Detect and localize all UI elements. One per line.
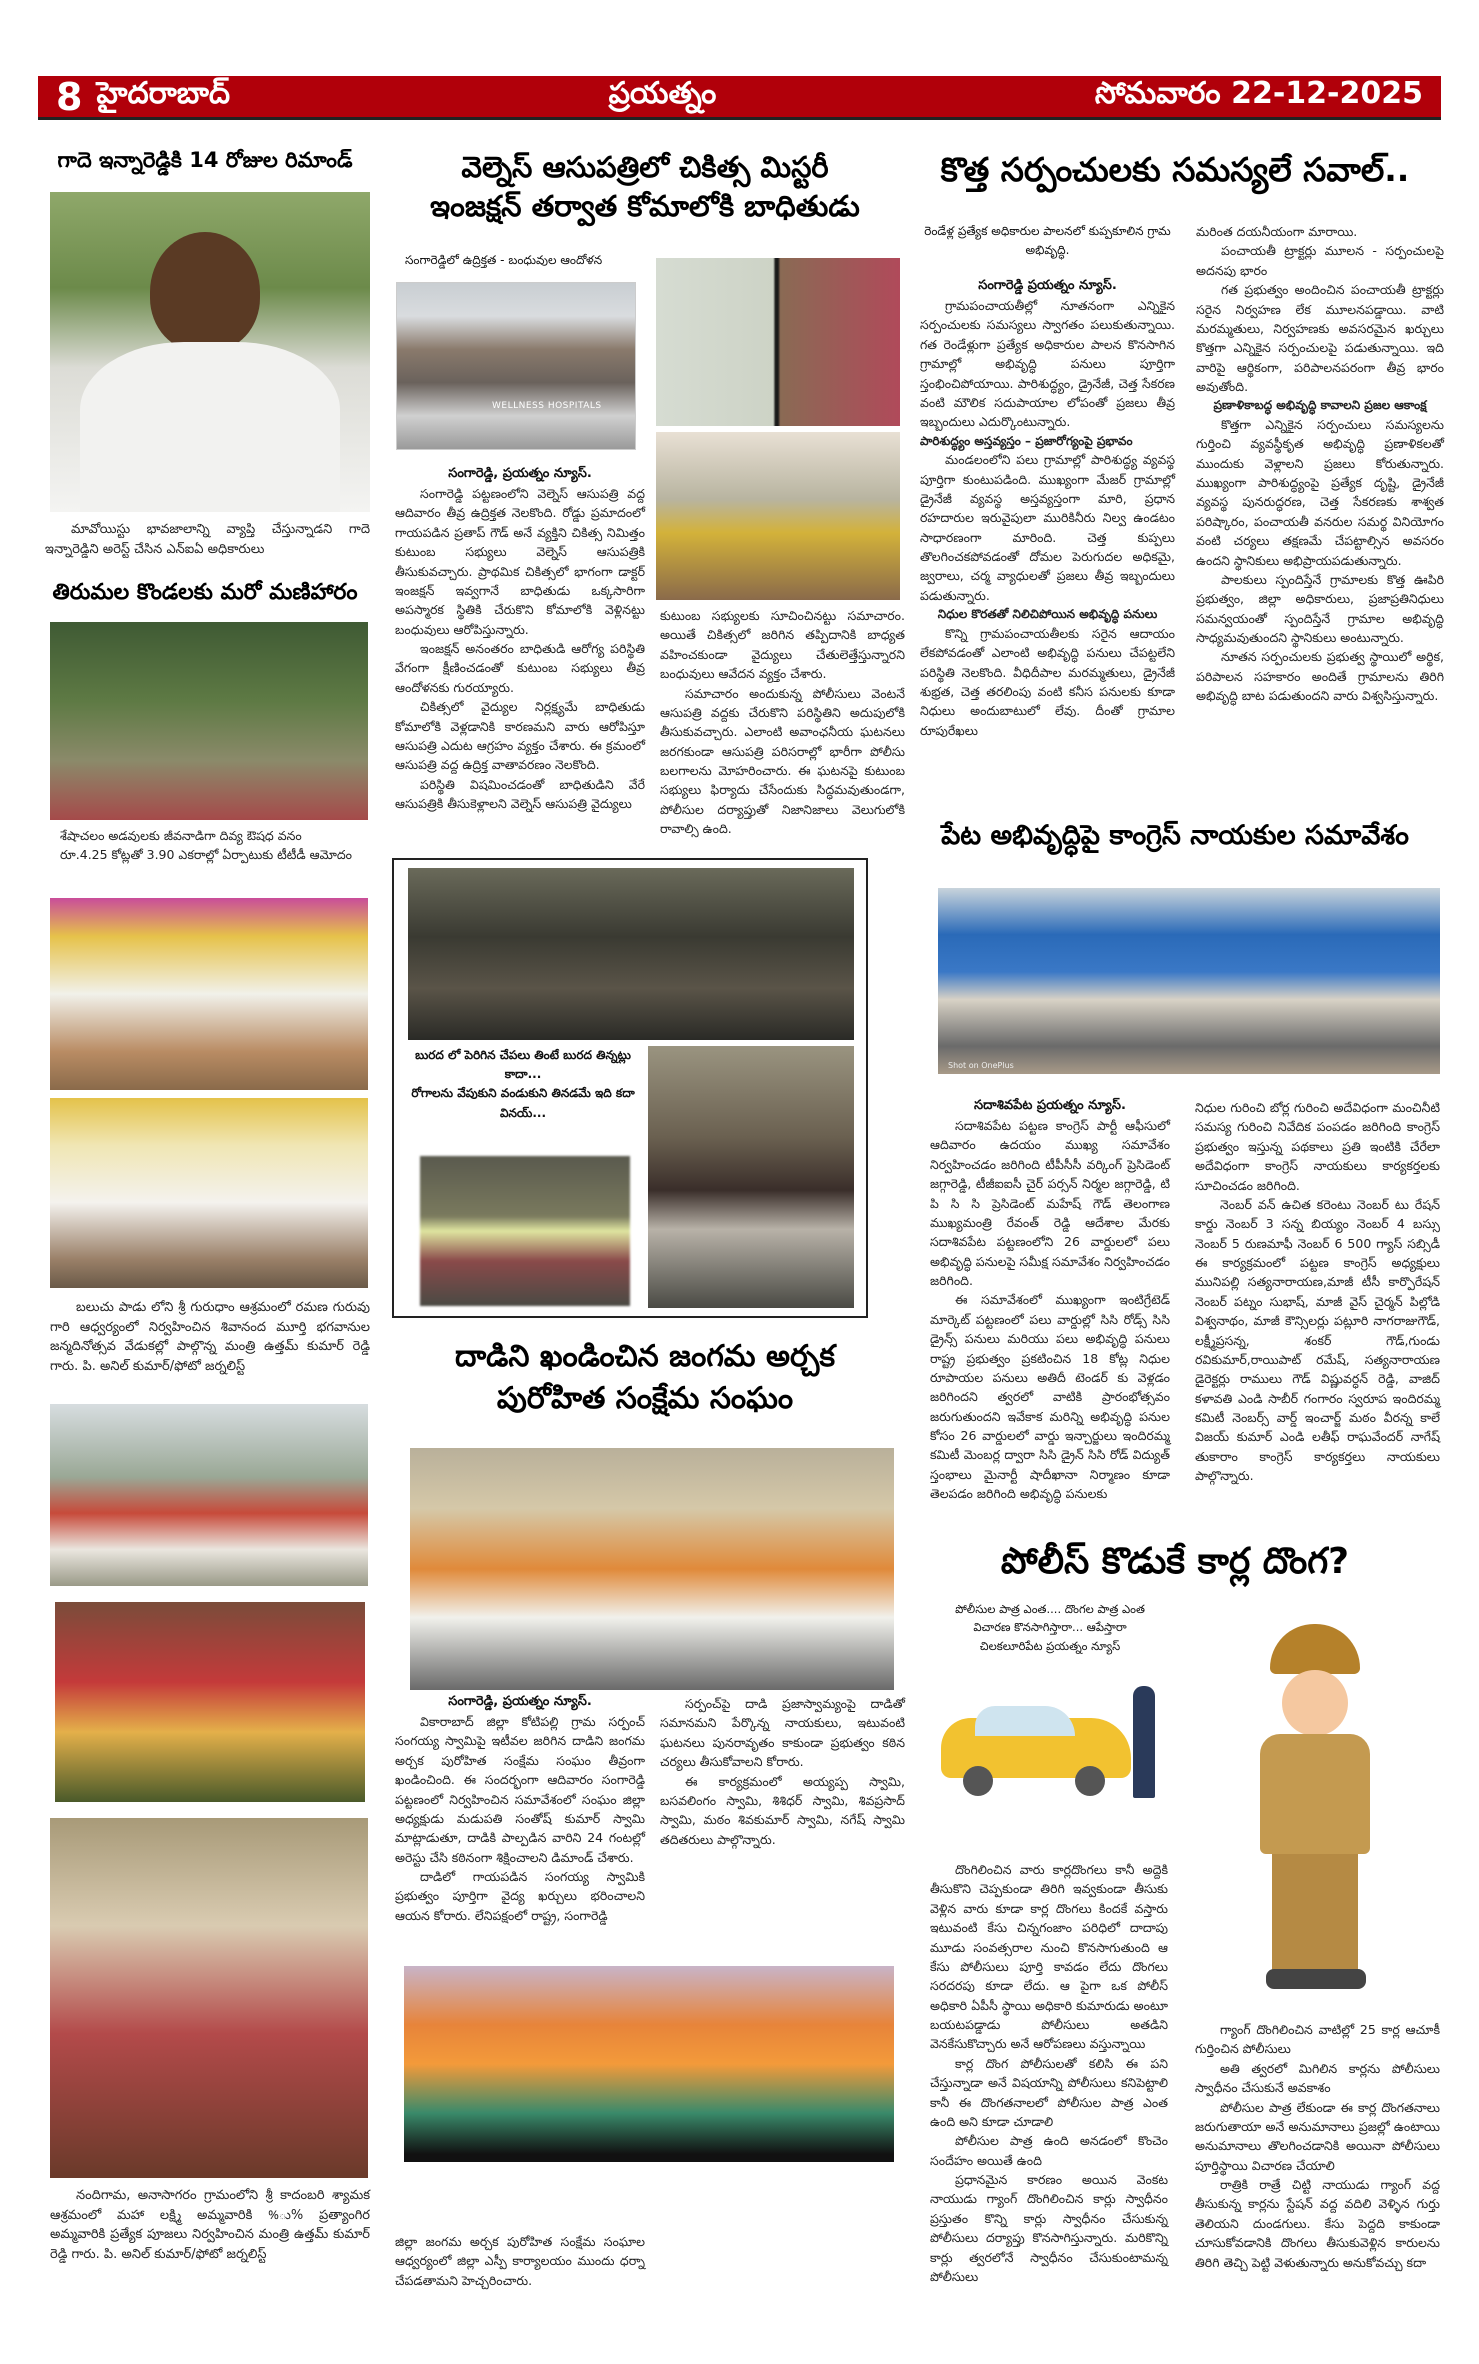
fish-caption-line2: రోగాలను వేపుకుని వండుకుని తినడమే ఇది కదా వినయ్... xyxy=(411,1086,635,1120)
body-jangama-closing xyxy=(395,2232,645,2290)
caption-tirumala xyxy=(60,826,380,865)
paragraph: దాడిలో గాయపడిన సంగయ్య స్వామికి ప్రభుత్వం పూర్తిగా వైద్య ఖర్చులు భరించాలని ఆయన కోరారు. లేనిపక్షంలో రాష్ట్ర, సంగారెడ్డి xyxy=(395,1869,645,1923)
thief-figure-shape xyxy=(1133,1686,1155,1798)
paragraph: పోలీసుల పాత్ర లేకుండా ఈ కార్ల దొంగతనాలు జరుగుతాయా అనే అనుమానాలు ప్రజల్లో ఉంటాయి అనుమానాలు తొలగించడానికి అయినా పోలీసులు పూర్తిస్థాయి విచారణ చేయాలి xyxy=(1195,2099,1440,2173)
paragraph: ఇంజక్షన్ అనంతరం బాధితుడి ఆరోగ్య పరిస్థితి వేగంగా క్షీణించడంతో కుటుంబ సభ్యులు తీవ్ర ఆందోళనకు గురయ్యారు. xyxy=(395,641,645,695)
photo-minister-puja xyxy=(50,1818,368,2178)
illustration-policeman xyxy=(1190,1614,1440,1994)
body-jangama-left xyxy=(395,1712,645,1925)
headline-wellness xyxy=(390,148,900,226)
paragraph: కుటుంబ సభ్యులకు సూచించినట్టు సమాచారం. అయితే చికిత్సలో జరిగిన తప్పిదానికి బాధ్యత వహించకుండా వైద్యులు చేతులెత్తేస్తున్నారని బంధువులు ఆవేదన వ్యక్తం చేశారు. xyxy=(660,608,905,682)
headline-remand: గాదె ఇన్నారెడ్డికి 14 రోజుల రిమాండ్ xyxy=(57,148,353,172)
hospital-sign: WELLNESS HOSPITALS xyxy=(492,401,602,411)
car-window-shape xyxy=(975,1706,1075,1736)
subhead-police-line2: విచారణ కొనసాగిస్తారా... ఆపేస్తారా xyxy=(973,1620,1127,1635)
body-sarpanch-left xyxy=(920,296,1175,740)
body-police-right xyxy=(1195,2020,1440,2272)
body-congress-left xyxy=(930,1116,1170,1504)
paragraph: నిధుల గురించి బోర్ల గురించి అదేవిధంగా మంచినీటి సమస్య గురించి నివేదిక పంపడం జరిగింది కాంగ్రెస్ ప్రభుత్వం ఇస్తున్న పథకాలు ప్రతి ఇంటికి చేరేలా అదేవిధంగా కాంగ్రెస్ నాయకులు కార్యకర్తలకు సూచించడం జరిగింది. xyxy=(1195,1100,1440,1193)
paragraph: ఈ సమావేశంలో ముఖ్యంగా ఇంటిగ్రేటెడ్ మార్కెట్ పట్టణంలో పలు వార్డుల్లో సిసి రోడ్స్ సిసి డ్రైన్స్ పనులు మరియు పలు అభివృద్ధి పనులు రాష్ట్ర ప్రభుత్వం ప్రకటించిన 18 కోట్ల నిధుల రూపాయల పనులు అతిదీ టెండర్ కు వెళ్లడం జరిగిందని త్వరలో వాటికి ప్రారంభోత్సవం జరుగుతుందని ఇవేకాక మరిన్ని అభివృద్ధి పనుల కోసం 26 వార్డులలో వార్డు ఇన్చార్జులు ఇందిరమ్మ కమిటీ మెంబర్ల ద్వారా సిసి డ్రైన్ సిసి రోడ్ విద్యుత్ స్తంభాలు మైనార్టీ షాదీఖానా నిర్మాణం కూడా తెలపడం జరిగింది అభివృద్ధి పనులకు xyxy=(930,1292,1170,1502)
paragraph: గ్రామపంచాయతీల్లో నూతనంగా ఎన్నికైన సర్పంచులకు సమస్యలు స్వాగతం పలుకుతున్నాయి. గత రెండేళ్లుగా ప్రత్యేక అధికారుల పాలన కొనసాగిన గ్రామాల్లో అభివృద్ధి పనులు పూర్తిగా స్తంభించిపోయాయి. పారిశుద్ధ్యం, డ్రైనేజీ, చెత్త సేకరణ వంటి మౌలిక సదుపాయాల లోపంతో ప్రజలు తీవ్ర ఇబ్బందులు ఎదుర్కొంటున్నారు. xyxy=(920,298,1175,430)
photo-relatives-protest xyxy=(656,258,900,426)
body-congress-right xyxy=(1195,1098,1440,1486)
illustration-car-thief xyxy=(935,1686,1163,1806)
photo-procession xyxy=(50,1404,368,1586)
masthead-left xyxy=(56,75,230,119)
headline-jangama-line2: పురోహిత సంక్షేమ సంఘం xyxy=(496,1381,794,1416)
photo-hospital-building xyxy=(396,282,636,450)
byline-jangama: సంగారెడ్డి, ప్రయత్నం న్యూస్. xyxy=(448,1694,592,1709)
paragraph: సదాశివపేట పట్టణ కాంగ్రెస్ పార్టీ ఆఫీసులో ఆదివారం ఉదయం ముఖ్య సమావేశం నిర్వహించడం జరిగింది టీపీసీసీ వర్కింగ్ ప్రెసిడెంట్ జగ్గారెడ్డి, టీజీఐఐసీ చైర్ పర్సన్ నిర్మల జగ్గారెడ్డి, టి పి సి సి ప్రెసిడెంట్ మహేష్ గౌడ్ తెలంగాణ ముఖ్యమంత్రి రేవంత్ రెడ్డి ఆదేశాల మేరకు సదాశివపేట పట్టణంలోని 26 వార్డులలో పలు అభివృద్ధి పనులపై సమీక్ష సమావేశం నిర్వహించడం జరిగింది. xyxy=(930,1118,1170,1288)
caption-nandigama: నందిగామ, అనాసాగరం గ్రామంలోని శ్రీ కాదంబరి శ్యామక ఆశ్రమంలో మహా లక్ష్మి అమ్మవారికి %ు% ప్రత్యాంగిర అమ్మవారికి ప్రత్యేక పూజలు నిర్వహించిన మంత్రి ఉత్తమ్ కుమార్ రెడ్డి గారు. పి. అనిల్ కుమార్/ఫోటో జర్నలిస్ట్ xyxy=(50,2188,370,2262)
paragraph: ప్రధానమైన కారణం అయిన వెంకట నాయుడు గ్యాంగ్ దొంగిలించిన కార్లు స్వాధీనం ప్రస్తుతం కొన్ని కార్లు స్వాధీనం చేసుకున్న పోలీసులు దర్యాప్తు కొనసాగిస్తున్నారు. మరికొన్ని కార్లు త్వరలోనే స్వాధీనం చేసుకుంటామన్న పోలీసులు xyxy=(930,2172,1168,2284)
fish-caption-line1: బురద లో పెరిగిన చేపలు తింటే బురద తిన్నట్లు కాదా... xyxy=(415,1048,631,1082)
body-wellness-right xyxy=(660,606,905,839)
paragraph: నూతన సర్పంచులకు ప్రభుత్వ స్థాయిలో అర్థిక, పరిపాలన సహకారం అందితే గ్రామాలను తిరిగి అభివృద్ధి బాట పడుతుందని వారు విశ్వసిస్తున్నారు. xyxy=(1196,649,1444,704)
paragraph: పరిస్థితి విషమించడంతో బాధితుడిని వేరే ఆసుపత్రికి తీసుకెళ్లాలని వెల్నెస్ ఆసుపత్రి వైద్యులు xyxy=(395,776,645,811)
police-trousers-shape xyxy=(1272,1854,1358,1974)
headline-wellness-line2: ఇంజక్షన్ తర్వాత కోమాలోకి బాధితుడు xyxy=(430,189,860,224)
paragraph: జిల్లా జంగమ అర్చక పురోహిత సంక్షేమ సంఘాల ఆధ్వర్యంలో జిల్లా ఎస్పీ కార్యాలయం ముందు ధర్నా చేపడతామని హెచ్చరించారు. xyxy=(395,2234,645,2288)
paragraph: మండలంలోని పలు గ్రామాల్లో పారిశుద్ధ్య వ్యవస్థ పూర్తిగా కుంటుపడింది. ముఖ్యంగా మేజర్ గ్రామాల్లో డ్రైనేజీ వ్యవస్థ అస్తవ్యస్తంగా మారి, ప్రధాన రహదారుల ఇరువైపులా మురికినీరు నిల్వ ఉండటం సాధారణంగా మారింది. చెత్త కుప్పలు తొలగించకపోవడంతో దోమల పెరుగుదల అధికమై, జ్వరాలు, చర్మ వ్యాధులతో ప్రజలు తీవ్ర ఇబ్బందులు పడుతున్నారు. xyxy=(920,452,1175,603)
police-cap-shape xyxy=(1270,1624,1360,1674)
paragraph: నెంబర్ వన్ ఉచిత కరెంటు నెంబర్ టు రేషన్ కార్డు నెంబర్ 3 సన్న బియ్యం నెంబర్ 4 బస్సు నెంబర్ 5 రుణమాఫీ నెంబర్ 6 500 గ్యాస్ సబ్సిడీ ఈ కార్యక్రమంలో పట్టణ కాంగ్రెస్ అధ్యక్షులు మునిపల్లి సత్యనారాయణ,మాజీ టీసీ కార్పొరేషన్ నెంబర్ పట్నం సుభాష్, మాజీ వైస్ చైర్మన్ పిల్లోడి విశ్వనాథం, మాజీ కౌన్సిలర్లు పట్లూరి నాగరాజుగౌడ్, లక్ష్మీప్రసన్న, శంకర్ గౌడ్,గుండు రవికుమార్,రాయిపాట్ రమేష్, సత్యనారాయణ డైరెక్టర్లు రాములు గౌడ్ విష్ణువర్ధన్ రెడ్డి, వాజిద్ కళావతి ఎండి సాబీర్ గంగారం స్వరూప ఇందిరమ్మ కమిటీ నెంబర్స్ వార్డ్ ఇంచార్జ్ మఠం వీరన్న కాలే విజయ్ కుమార్ ఎండి లతీఫ్ రాఘవేందర్ నాగేష్ తుకారాం కాంగ్రెస్ కార్యకర్తలు నాయకులు పాల్గొన్నారు. xyxy=(1195,1196,1440,1484)
headline-police: పోలీస్ కొడుకే కార్ల దొంగ? xyxy=(1000,1541,1350,1582)
headline-sarpanch: కొత్త సర్పంచులకు సమస్యలే సవాల్.. xyxy=(940,150,1410,189)
caption-remand: మావోయిస్టు భావజాలాన్ని వ్యాప్తి చేస్తున్నాడని గాదె ఇన్నారెడ్డిని అరెస్ట్ చేసిన ఎన్ఐఏ అధికారులు xyxy=(45,522,370,557)
police-face-shape xyxy=(1282,1670,1348,1736)
paragraph: దొంగిలించిన వారు కార్లదొంగలు కానీ అద్దెకి తీసుకొని చెప్పకుండా తిరిగి ఇవ్వకుండా తీసుకు వెళ్లిన వారు కూడా కార్ల దొంగలు కిందకే వస్తారు ఇటువంటి కేసు చిన్నగంజాం పరిధిలో దాదాపు మూడు సంవత్సరాల నుంచి కొనసాగుతుంది ఆ కేసు పోలీసులు పూర్తి కావడం లేదు దొంగలు సరదరపు కూడా లేదు. ఆ పైగా ఒక పోలీస్ అధికారి ఏపీసీ స్థాయి అధికారి కుమారుడు అంటూ బయటపడ్డాడు పోలీసులు అతడిని వెనకేసుకొచ్చారు అనే ఆరోపణలు వస్తున్నాయి xyxy=(930,1862,1168,2052)
photo-fishing-boy xyxy=(648,1046,854,1308)
section-name: హైదరాబాద్ xyxy=(96,75,231,111)
photo-jangama-meeting xyxy=(404,1966,894,2162)
photo-portrait xyxy=(50,192,370,512)
subhead: పారిశుద్ధ్యం అస్తవ్యస్తం – ప్రజారోగ్యంపై ప్రభావం xyxy=(920,433,1133,448)
paragraph: గ్యాంగ్ దొంగిలించిన వాటిల్లో 25 కార్ల ఆచూకీ గుర్తించిన పోలీసులు xyxy=(1195,2022,1440,2057)
paragraph: ఈ కార్యక్రమంలో అయ్యప్ప స్వామి, బసవలింగం స్వామి, శిశిధర్ స్వామి, శివప్రసాద్ స్వామి, మఠం శివకుమార్ స్వామి, నగేష్ స్వామి తదితరులు పాల్గొన్నారు. xyxy=(660,1773,905,1847)
dateline-police: చిలకలూరిపేట ప్రయత్నం న్యూస్ xyxy=(979,1638,1121,1653)
body-jangama-right xyxy=(660,1694,905,1849)
paragraph: గత ప్రభుత్వం అందించిన పంచాయతీ ట్రాక్టర్లు సరైన నిర్వహణ లేక మూలనపడ్డాయి. వాటి మరమ్మతులు, నిర్వహణకు అవసరమైన ఖర్చులు కొత్తగా ఎన్నికైన సర్పంచులపై పడుతున్నాయి. ఇది వారిపై ఆర్థికంగా, పరిపాలనపరంగా తీవ్ర భారం అవుతోంది. xyxy=(1196,282,1444,394)
paper-name: ప్రయత్నం xyxy=(608,75,717,111)
paragraph: అతి త్వరలో మిగిలిన కార్లను పోలీసులు స్వాధీనం చేసుకునే అవకాశం xyxy=(1195,2060,1440,2096)
subhead-police xyxy=(930,1600,1170,1655)
byline-sarpanch: సంగారెడ్డి ప్రయత్నం న్యూస్. xyxy=(978,278,1117,293)
photo-watermark: Shot on OnePlus xyxy=(948,1061,1014,1070)
paragraph: సర్పంచ్‌పై దాడి ప్రజాస్వామ్యంపై దాడితో సమానమని పేర్కొన్న నాయకులు, ఇటువంటి ఘటనలు పునరావృతం కాకుండా ప్రభుత్వం కఠిన చర్యలు తీసుకోవాలని కోరారు. xyxy=(660,1696,905,1770)
photo-ceremony-2 xyxy=(50,1098,368,1288)
fish-photo-box xyxy=(392,858,868,1318)
car-wheel-shape xyxy=(963,1766,993,1796)
body-police-left xyxy=(930,1860,1168,2286)
police-shoes-shape xyxy=(1266,1969,1366,1989)
caption-tirumala-line2: రూ.4.25 కోట్లతో 3.90 ఎకరాల్లో ఏర్పాటుకు టీటీడీ ఆమోదం xyxy=(60,847,353,863)
subhead-police-line1: పోలీసుల పాత్ర ఎంత.... దొంగల పాత్ర ఎంత xyxy=(955,1602,1145,1616)
subhead-wellness: సంగారెడ్డిలో ఉద్రిక్తత - బంధువుల ఆందోళన xyxy=(405,253,603,267)
headline-wellness-line1: వెల్నెస్ ఆసుపత్రిలో చికిత్స మిస్టరీ xyxy=(461,150,829,184)
caption-tirumala-line1: శేషాచలం అడవులకు జీవనాడిగా దివ్య ఔషధ వనం xyxy=(60,828,302,843)
subhead: ప్రణాళికాబద్ధ అభివృద్ధి కావాలని ప్రజల ఆకాంక్ష xyxy=(1213,398,1427,413)
photo-congress-meeting xyxy=(938,888,1440,1074)
byline-wellness: సంగారెడ్డి, ప్రయత్నం న్యూస్. xyxy=(448,466,592,481)
paragraph: వికారాబాద్ జిల్లా కోటిపల్లి గ్రామ సర్పంచ్ సంగయ్య స్వామిపై ఇటీవల జరిగిన దాడిని జంగమ అర్చక పురోహిత సంక్షేమ సంఘం తీవ్రంగా ఖండించింది. ఈ సందర్భంగా ఆదివారం సంగారెడ్డి పట్టణంలో నిర్వహించిన సమావేశంలో సంఘం జిల్లా అధ్యక్షుడు మడుపతి సంతోష్ కుమార్ స్వామి మాట్లాడుతూ, దాడికి పాల్పడిన వారిని 24 గంటల్లో అరెస్టు చేసి కఠినంగా శిక్షించాలని డిమాండ్ చేశారు. xyxy=(395,1714,645,1865)
photo-blurred-person xyxy=(420,1156,630,1306)
police-uniform-shape xyxy=(1260,1734,1370,1854)
photo-shirt-shape xyxy=(80,342,340,512)
headline-jangama-line1: దాడిని ఖండించిన జంగమ అర్చక xyxy=(454,1339,836,1374)
subhead-sarpanch: రెండేళ్ల ప్రత్యేక అధికారుల పాలనలో కుప్పకూలిన గ్రామ అభివృద్ధి. xyxy=(924,224,1171,258)
subhead: నిధుల కొరతతో నిలిచిపోయిన అభివృద్ధి పనులు xyxy=(937,607,1158,622)
paragraph: రాత్రికి రాత్రే చిట్టి నాయుడు గ్యాంగ్ వద్ద తీసుకున్న కార్లను స్టేషన్ వద్ద వదిలి వెళ్ళిన గుర్తు తెలియని దుండగులు. కేసు పెద్దది కాకుండా చూసుకోవడానికి దొంగలు తీసుకువెళ్లిన కారులను తిరిగి తెచ్చి పెట్టి వెళుతున్నారు అనుకోవచ్చు కదా xyxy=(1195,2177,1440,2270)
issue-date: సోమవారం 22-12-2025 xyxy=(1094,75,1423,111)
headline-jangama xyxy=(390,1336,900,1420)
paragraph: సమాచారం అందుకున్న పోలీసులు వెంటనే ఆసుపత్రి వద్దకు చేరుకొని పరిస్థితిని అదుపులోకి తీసుకువచ్చారు. ఎలాంటి అవాంఛనీయ ఘటనలు జరగకుండా ఆసుపత్రి పరిసరాల్లో భారీగా పోలీసు బలగాలను మోహరించారు. ఈ ఘటనపై కుటుంబ సభ్యులు ఫిర్యాదు చేసేందుకు సిద్ధమవుతుండగా, పోలీసుల దర్యాప్తుతో నిజానిజాలు వెలుగులోకి రావాల్సి ఉంది. xyxy=(660,685,905,837)
page-number: 8 xyxy=(56,74,83,119)
paragraph: కొన్ని గ్రామపంచాయతీలకు సరైన ఆదాయం లేకపోవడంతో ఎలాంటి అభివృద్ధి పనులు చేపట్టలేని పరిస్థితి నెలకొంది. వీధిదీపాల మరమ్మతులు, డ్రైనేజీ శుభ్రత, చెత్త తరలింపు వంటి కనీస పనులకు కూడా నిధులు అందుబాటులో లేవు. దీంతో గ్రామాల రూపురేఖలు xyxy=(920,625,1175,738)
masthead-bar xyxy=(38,76,1441,120)
paragraph: పాలకులు స్పందిస్తేనే గ్రామాలకు కొత్త ఊపిరి ప్రభుత్వం, జిల్లా అధికారులు, ప్రజాప్రతినిధులు సమన్వయంతో స్పందిస్తేనే గ్రామాల అభివృద్ధి సాధ్యమవుతుందని స్థానికులు అంటున్నారు. xyxy=(1196,571,1444,646)
body-wellness-left xyxy=(395,484,645,813)
fish-caption xyxy=(408,1046,638,1123)
headline-tirumala: తిరుమల కొండలకు మరో మణిహారం xyxy=(52,580,358,605)
caption-gurudham: బలుచు పాడు లోని శ్రీ గురుధాం ఆశ్రమంలో రమణ గురువు గారి ఆధ్వర్యంలో నిర్వహించిన శివానంద మూర్తి భగవానుల జన్మదినోత్సవ వేడుకల్లో పాల్గొన్న మంత్రి ఉత్తమ్ కుమార్ రెడ్డి గారు. పి. అనిల్ కుమార్/ఫోటో జర్నలిస్ట్ xyxy=(50,1300,370,1374)
subhead: పంచాయతీ ట్రాక్టర్లు మూలన - సర్పంచులపై అదనపు భారం xyxy=(1196,243,1444,278)
photo-pond-mud xyxy=(408,868,854,1040)
photo-face-shape xyxy=(150,232,260,352)
photo-jangama-group xyxy=(410,1448,894,1690)
paragraph: కొత్తగా ఎన్నికైన సర్పంచులు సమస్యలను గుర్తించి వ్యవస్థీకృత అభివృద్ధి ప్రణాళికలతో ముందుకు వెళ్లాలని ప్రజలు కోరుతున్నారు. ముఖ్యంగా పారిశుద్ధ్యంపై ప్రత్యేక దృష్టి, డ్రైనేజీ వ్యవస్థ పునరుద్ధరణ, చెత్త సేకరణకు శాశ్వత పరిష్కారం, పంచాయతీ వనరుల సమర్థ వినియోగం వంటి చర్యలు తక్షణమే చేపట్టాల్సిన అవసరం ఉందని స్థానికులు అభిప్రాయపడుతున్నారు. xyxy=(1196,416,1444,568)
paragraph: మరింత దయనీయంగా మారాయి. xyxy=(1196,224,1358,239)
paragraph: చికిత్సలో వైద్యుల నిర్లక్ష్యమే బాధితుడు కోమాలోకి వెళ్లడానికి కారణమని వారు ఆరోపిస్తూ ఆసుపత్రి ఎదుట ఆగ్రహం వ్యక్తం చేశారు. ఈ క్రమంలో ఆసుపత్రి వద్ద ఉద్రిక్త వాతావరణం నెలకొంది. xyxy=(395,699,645,773)
photo-ceremony-1 xyxy=(50,898,368,1090)
paragraph: కార్ల దొంగ పోలీసులతో కలిసి ఈ పని చేస్తున్నాడా అనే విషయాన్ని పోలీసులు కనిపెట్టాలి కానీ ఈ దొంగతనాలలో పోలీసుల పాత్ర ఎంత ఉంది అని కూడా చూడాలి xyxy=(930,2055,1168,2129)
byline-congress: సదాశివపేట ప్రయత్నం న్యూస్. xyxy=(974,1098,1126,1113)
car-wheel-shape xyxy=(1075,1766,1105,1796)
paragraph: సంగారెడ్డి పట్టణంలోని వెల్నెస్ ఆసుపత్రి వద్ద ఆదివారం తీవ్ర ఉద్రిక్తత నెలకొంది. రోడ్డు ప్రమాదంలో గాయపడిన ప్రతాప్ గౌడ్ అనే వ్యక్తిని చికిత్స నిమిత్తం కుటుంబ సభ్యులు వెల్నెస్ ఆసుపత్రికి తీసుకువచ్చారు. ప్రాథమిక చికిత్సలో భాగంగా డాక్టర్ ఇంజక్షన్ ఇవ్వగానే బాధితుడు ఒక్కసారిగా అపస్మారక స్థితికి చేరుకొని కోమాలోకి వెళ్లినట్టు బంధువులు ఆరోపిస్తున్నారు. xyxy=(395,486,645,637)
body-sarpanch-right xyxy=(1196,222,1444,706)
headline-congress: పేట అభివృద్ధిపై కాంగ్రెస్ నాయకుల సమావేశం xyxy=(941,820,1409,851)
photo-puja xyxy=(55,1602,365,1802)
photo-police-hospital xyxy=(656,432,900,600)
paragraph: పోలీసుల పాత్ర ఉంది అనడంలో కొంచెం సందేహం అయితే ఉంది xyxy=(930,2133,1168,2168)
photo-garden xyxy=(50,622,368,820)
